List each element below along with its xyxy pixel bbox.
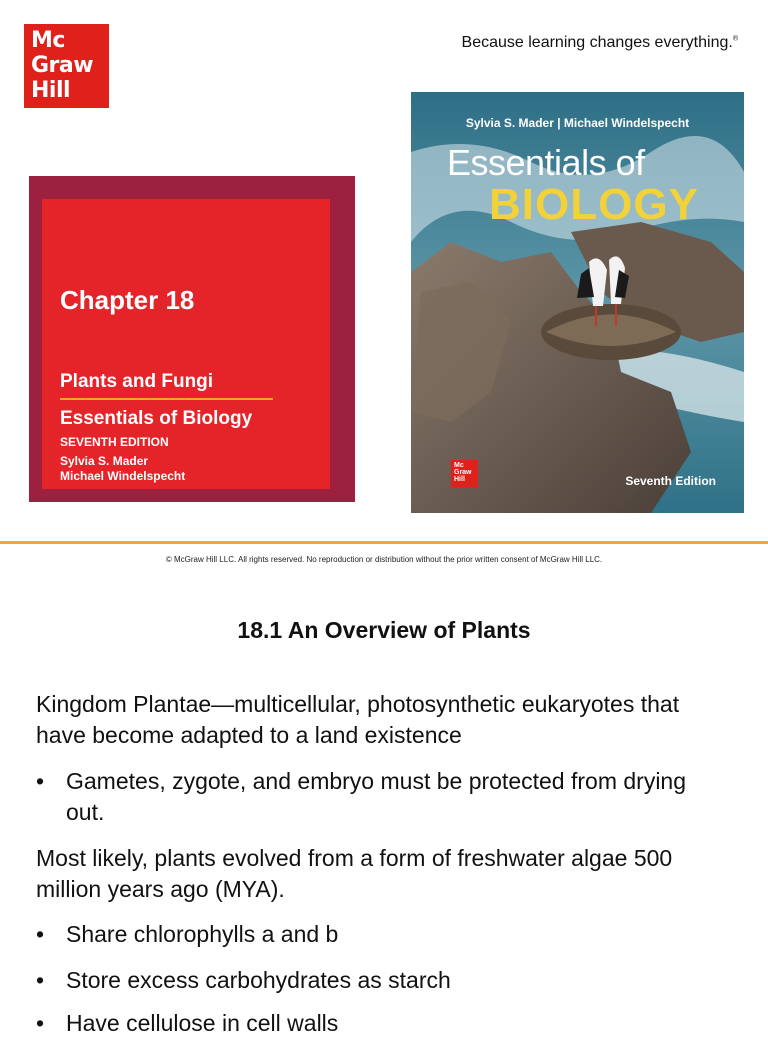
logo-line-1: Mc bbox=[31, 28, 65, 53]
cover-logo-line-3: Hill bbox=[454, 476, 465, 483]
bullet-glyph: • bbox=[36, 768, 45, 794]
bullet-item bbox=[36, 766, 726, 828]
chapter-title: Chapter 18 bbox=[60, 285, 195, 315]
cover-title-line-1: Essentials of bbox=[447, 142, 645, 183]
paragraph-kingdom-plantae: Kingdom Plantae—multicellular, photosynthetic eukaryotes that have become adapted to a land existence bbox=[36, 691, 680, 748]
book-edition: SEVENTH EDITION bbox=[60, 435, 169, 449]
bullet-text: Have cellulose in cell walls bbox=[66, 1010, 339, 1036]
cover-edition: Seventh Edition bbox=[625, 474, 716, 488]
bullet-glyph: • bbox=[36, 921, 45, 947]
author-2: Michael Windelspecht bbox=[60, 469, 186, 483]
mcgraw-hill-logo bbox=[24, 24, 109, 108]
author-1: Sylvia S. Mader bbox=[60, 454, 149, 468]
book-title: Essentials of Biology bbox=[60, 408, 253, 429]
tagline bbox=[462, 34, 738, 52]
section-rule bbox=[0, 541, 768, 544]
cover-authors: Sylvia S. Mader | Michael Windelspecht bbox=[465, 116, 690, 130]
slide-title: 18.1 An Overview of Plants bbox=[237, 617, 531, 643]
bullet-item bbox=[36, 965, 726, 996]
cover-logo-line-1: Mc bbox=[454, 462, 464, 469]
bullet-text: Share chlorophylls a and b bbox=[66, 921, 339, 947]
copyright-notice: © McGraw Hill LLC. All rights reserved. No reproduction or distribution without the prior written consent of McGraw Hill LLC. bbox=[165, 555, 603, 564]
title-card bbox=[42, 199, 330, 489]
title-divider bbox=[60, 398, 273, 400]
tagline-text: Because learning changes everything. bbox=[461, 34, 733, 51]
paragraph-plant-evolution: Most likely, plants evolved from a form of freshwater algae 500 million years ago (MYA). bbox=[36, 845, 673, 902]
bullet-glyph: • bbox=[36, 1010, 45, 1036]
cover-title-line-2: BIOLOGY bbox=[489, 180, 699, 229]
bullet-text: Gametes, zygote, and embryo must be protected from drying out. bbox=[66, 768, 687, 825]
bullet-glyph: • bbox=[36, 967, 45, 993]
chapter-subtitle: Plants and Fungi bbox=[60, 371, 214, 392]
bullet-text: Store excess carbohydrates as starch bbox=[66, 967, 451, 993]
logo-line-3: Hill bbox=[31, 78, 71, 103]
logo-line-2: Graw bbox=[31, 53, 94, 78]
book-cover-image bbox=[411, 92, 744, 513]
registered-mark: ® bbox=[732, 35, 738, 43]
cover-publisher-logo bbox=[451, 460, 478, 487]
bullet-item bbox=[36, 919, 726, 950]
cover-logo-line-2: Graw bbox=[454, 469, 472, 476]
